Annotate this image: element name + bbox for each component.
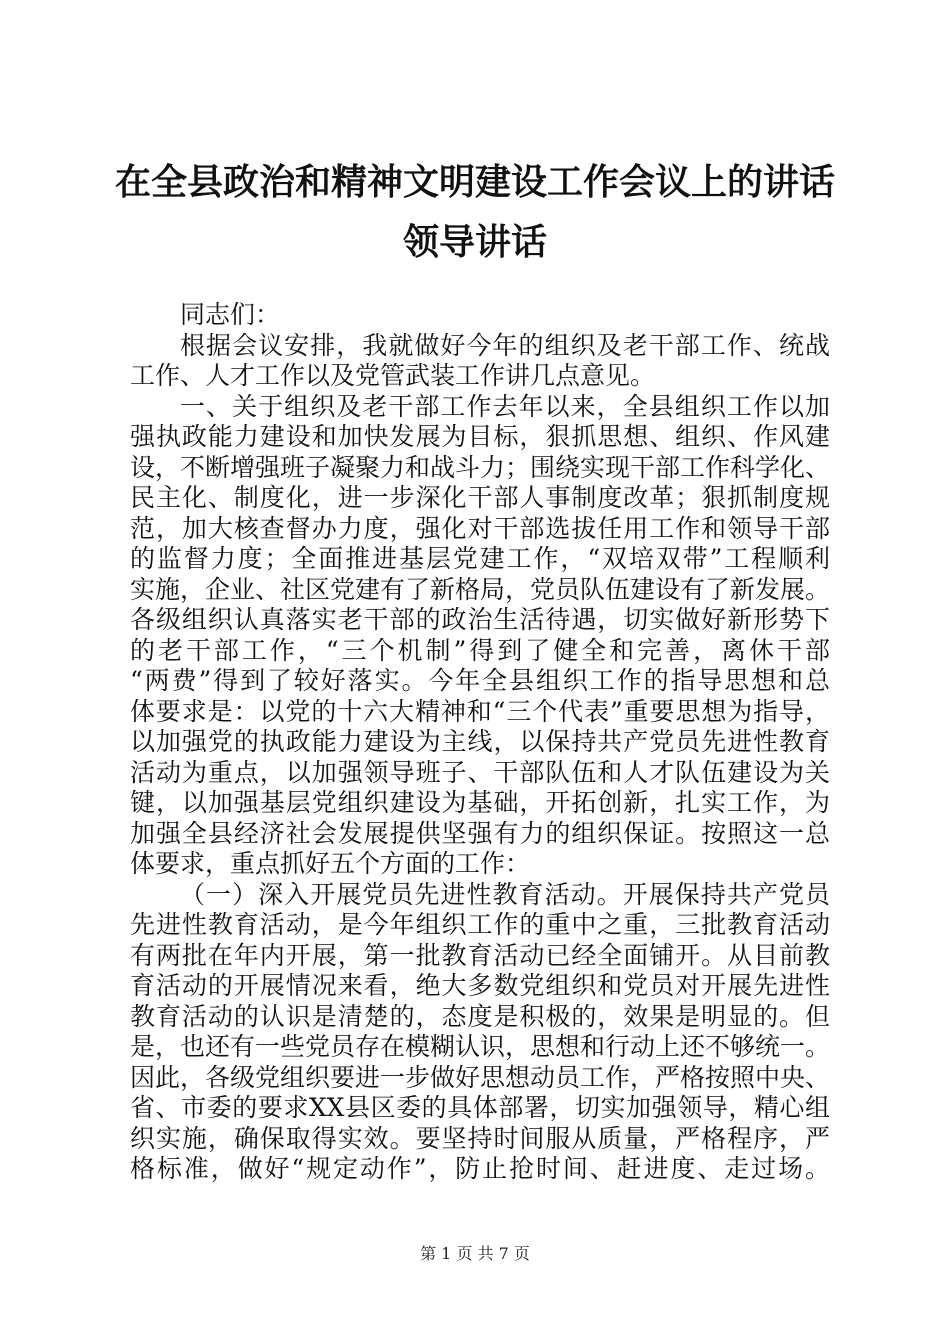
body-line: 教育活动的认识是清楚的，态度是积极的，效果是明显的。但 (130, 1001, 830, 1031)
body-line: 省、市委的要求XX县区委的具体部署，切实加强领导，精心组 (130, 1093, 830, 1122)
body-line: 的老干部工作，“三个机制”得到了健全和完善，离休干部 (130, 635, 830, 665)
body-line: 体要求，重点抓好五个方面的工作： (130, 849, 531, 878)
body-line: 活动为重点，以加强领导班子、干部队伍和人才队伍建设为关 (130, 757, 830, 787)
body-line: 加强全县经济社会发展提供坚强有力的组织保证。按照这一总 (130, 818, 830, 848)
body-line: 育活动的开展情况来看，绝大多数党组织和党员对开展先进性 (130, 971, 830, 1000)
body-line: 的监督力度；全面推进基层党建工作，“双培双带”工程顺利 (130, 544, 830, 573)
document-body (130, 300, 830, 1185)
body-line: 工作、人才工作以及党管武装工作讲几点意见。 (130, 361, 656, 390)
body-line: 一、关于组织及老干部工作去年以来，全县组织工作以加 (180, 391, 830, 421)
body-line: 先进性教育活动，是今年组织工作的重中之重，三批教育活动 (130, 910, 830, 939)
body-line: 键，以加强基层党组织建设为基础，开拓创新，扎实工作，为 (130, 788, 830, 817)
body-line: （一）深入开展党员先进性教育活动。开展保持共产党员 (180, 879, 830, 909)
body-line: 织实施，确保取得实效。要坚持时间服从质量，严格程序，严 (130, 1123, 830, 1153)
body-line: 各级组织认真落实老干部的政治生活待遇，切实做好新形势下 (130, 605, 830, 634)
body-line: 实施，企业、社区党建有了新格局，党员队伍建设有了新发展。 (130, 574, 830, 604)
body-line: 设，不断增强班子凝聚力和战斗力；围绕实现干部工作科学化、 (130, 452, 830, 482)
body-line: 范，加大核查督办力度，强化对干部选拔任用工作和领导干部 (130, 513, 830, 543)
body-line: 因此，各级党组织要进一步做好思想动员工作，严格按照中央、 (130, 1062, 830, 1092)
body-line: 有两批在年内开展，第一批教育活动已经全面铺开。从目前教 (130, 940, 830, 970)
body-line: 格标准，做好“规定动作”，防止抢时间、赶进度、走过场。 (130, 1154, 830, 1183)
body-line: 以加强党的执政能力建设为主线，以保持共产党员先进性教育 (130, 727, 830, 756)
document-subtitle: 领导讲话 (402, 221, 547, 263)
body-line: 体要求是：以党的十六大精神和“三个代表”重要思想为指导， (130, 696, 830, 726)
body-line: 民主化、制度化，进一步深化干部人事制度改革；狠抓制度规 (130, 483, 830, 512)
document-title: 在全县政治和精神文明建设工作会议上的讲话 (114, 161, 835, 203)
body-line: “两费”得到了较好落实。今年全县组织工作的指导思想和总 (130, 666, 830, 695)
page-number-footer: 第 1 页 共 7 页 (420, 1244, 530, 1263)
body-line: 是，也还有一些党员存在模糊认识，思想和行动上还不够统一。 (130, 1032, 830, 1061)
body-line: 根据会议安排，我就做好今年的组织及老干部工作、统战 (180, 330, 830, 360)
body-line: 同志们： (180, 300, 281, 329)
body-line: 强执政能力建设和加快发展为目标，狠抓思想、组织、作风建 (130, 422, 830, 451)
